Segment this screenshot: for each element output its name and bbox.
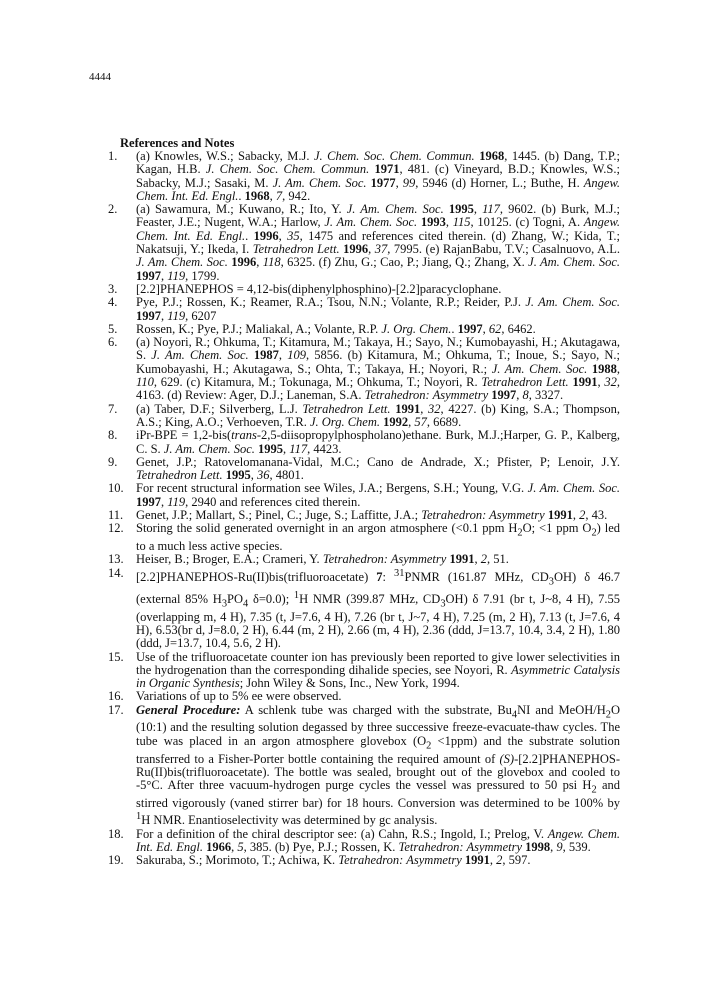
page-number: 4444 bbox=[89, 71, 111, 83]
reference-number: 3. bbox=[108, 281, 118, 296]
reference-item bbox=[108, 150, 620, 203]
reference-number: 1. bbox=[108, 149, 118, 163]
reference-item bbox=[108, 553, 620, 566]
reference-text: Genet, J.P.; Ratovelomanana-Vidal, M.C.; Cano de Andrade, X.; Pfister, P; Lenoir, J.Y. Tetrahedron Lett. 1995, 36, 4801. bbox=[136, 454, 620, 483]
reference-text: [2.2]PHANEPHOS-Ru(II)bis(trifluoroacetate) 7: $^{31}$PNMR (161.87 MHz, $CD_3OH$) δ 46.7 (external 85% $H_3PO_4$ δ=0.0); $^1$H NMR (399.87 MHz, $CD_3OH$) δ 7.91 (br t, J~8, 4 H), 7.55 (overlapping m, 4 H), 7.35 (t, J=7.6, 4 H), 7.26 (br t, J~7, 4 H), 7.25 (m, 2 H), 7.13 (t, J=7.6, 4 H), 6.53(br d, J=8.0, 2 H), 6.44 (m, 2 H), 2.66 (m, 4 H), 2.36 (ddd, J=13.7, 10.4, 3.4, 2 H), 1.80 (ddd, J=13.7, 10.4, 5.6, 2 H). bbox=[136, 567, 621, 651]
reference-text: (a) Taber, D.F.; Silverberg, L.J. Tetrahedron Lett. 1991, 32, 4227. (b) King, S.A.; Thompson, A.S.; King, A.O.; Verhoeven, T.R. J. Org. Chem. 1992, 57, 6689. bbox=[136, 401, 620, 429]
reference-text: Pye, P.J.; Rossen, K.; Reamer, R.A.; Tsou, N.N.; Volante, R.P.; Reider, P.J. J. Am. Chem. Soc. 1997, 119, 6207 bbox=[136, 295, 620, 323]
reference-item bbox=[108, 567, 620, 651]
reference-number: 13. bbox=[108, 552, 124, 567]
reference-text: Sakuraba, S.; Morimoto, T.; Achiwa, K. Tetrahedron: Asymmetry 1991, 2, 597. bbox=[136, 853, 531, 868]
reference-item bbox=[108, 203, 620, 283]
reference-text: (a) Knowles, W.S.; Sabacky, M.J. J. Chem. Soc. Chem. Commun. 1968, 1445. (b) Dang, T.P.; Kagan, H.B. J. Chem. Soc. Chem. Commun. 1971, 481. (c) Vineyard, B.D.; Knowles, W.S.; Sabacky, M.J.; Sasaki, M. J. Am. Chem. Soc. 1977, 99, 5946 (d) Horner, L.; Buthe, H. Angew. Chem. Int. Ed. Engl.. 1968, 7, 942. bbox=[136, 149, 621, 203]
reference-text: For recent structural information see Wiles, J.A.; Bergens, S.H.; Young, V.G. J. Am. Chem. Soc. 1997, 119, 2940 and references cited therein. bbox=[136, 481, 620, 509]
reference-item bbox=[108, 403, 620, 430]
reference-list bbox=[108, 150, 620, 868]
reference-text: [2.2]PHANEPHOS = 4,12-bis(diphenylphosphino)-[2.2]paracyclophane. bbox=[136, 281, 502, 296]
reference-item bbox=[108, 690, 620, 703]
reference-text: Heiser, B.; Broger, E.A.; Crameri, Y. Tetrahedron: Asymmetry 1991, 2, 51. bbox=[136, 552, 509, 567]
references-section bbox=[108, 136, 620, 868]
reference-item bbox=[108, 336, 620, 402]
references-heading: References and Notes bbox=[120, 136, 235, 150]
reference-text: Rossen, K.; Pye, P.J.; Maliakal, A.; Volante, R.P. J. Org. Chem.. 1997, 62, 6462. bbox=[136, 321, 536, 336]
reference-item bbox=[108, 283, 620, 296]
reference-number: 16. bbox=[108, 689, 124, 704]
reference-item bbox=[108, 828, 620, 855]
reference-number: 2. bbox=[108, 202, 118, 217]
reference-number: 15. bbox=[108, 649, 124, 664]
reference-item bbox=[108, 296, 620, 323]
reference-text: For a definition of the chiral descriptor see: (a) Cahn, R.S.; Ingold, I.; Prelog, V. Angew. Chem. Int. Ed. Engl. 1966, 5, 385. (b) Pye, P.J.; Rossen, K. Tetrahedron: Asymmetry 1998, 9, 539. bbox=[136, 826, 621, 855]
reference-text: Genet, J.P.; Mallart, S.; Pinel, C.; Juge, S.; Laffitte, J.A.; Tetrahedron: Asymmetry 1991, 2, 43. bbox=[136, 508, 608, 523]
reference-text: General Procedure: A schlenk tube was charged with the substrate, $Bu_4NI$ and MeOH/$H_2O$ (10:1) and the resulting solution degassed by three successive freeze-evacuate-thaw cycles. The tube was placed in an argon atmosphere glovebox $(O_2 <1ppm)$ and the substrate solution transferred to a Fisher-Porter bottle containing the required amount of (S)-[2.2]PHANEPHOS-Ru(II)bis(trifluoroacetate). The bottle was sealed, brought out of the glovebox and cooled to -5°C. After three vacuum-hydrogen purge cycles the vessel was pressured to 50 psi $H_2$ and stirred vigorously (vaned stirrer bar) for 18 hours. Conversion was determined to be 100% by $^1$H NMR. Enantioselectivity was determined by gc analysis. bbox=[136, 702, 620, 828]
reference-number: 19. bbox=[108, 853, 124, 868]
reference-number: 18. bbox=[108, 826, 124, 841]
reference-number: 9. bbox=[108, 454, 118, 469]
reference-number: 8. bbox=[108, 428, 118, 443]
reference-text: (a) Noyori, R.; Ohkuma, T.; Kitamura, M.; Takaya, H.; Sayo, N.; Kumobayashi, H.; Akutagawa, S. J. Am. Chem. Soc. 1987, 109, 5856. (b) Kitamura, M.; Ohkuma, T.; Inoue, S.; Sayo, N.; Kumobayashi, H.; Akutagawa, S.; Ohta, T.; Takaya, H.; Noyori, R.; J. Am. Chem. Soc. 1988, 110, 629. (c) Kitamura, M.; Tokunaga, M.; Ohkuma, T.; Noyori, R. Tetrahedron Lett. 1991, 32, 4163. (d) Review: Ager, D.J.; Laneman, S.A. Tetrahedron: Asymmetry 1997, 8, 3327. bbox=[136, 335, 621, 403]
reference-number: 11. bbox=[108, 508, 124, 523]
reference-item bbox=[108, 482, 620, 509]
reference-text: iPr-BPE = 1,2-bis(trans-2,5-diisopropylphospholano)ethane. Burk, M.J.;Harper, G. P., Kalberg, C. S. J. Am. Chem. Soc. 1995, 117, 4423. bbox=[136, 428, 620, 456]
reference-text: Use of the trifluoroacetate counter ion has previously been reported to give lower selectivities in the hydrogenation than the corresponding dihalide species, see Noyori, R. Asymmetric Catalysis in Organic Synthesis; John Wiley & Sons, Inc., New York, 1994. bbox=[136, 649, 620, 691]
reference-number: 4. bbox=[108, 295, 118, 310]
reference-number: 14. bbox=[108, 565, 124, 580]
reference-number: 10. bbox=[108, 481, 124, 496]
reference-number: 6. bbox=[108, 335, 118, 350]
reference-number: 17. bbox=[108, 702, 124, 717]
reference-text: Variations of up to 5% ee were observed. bbox=[136, 689, 342, 704]
reference-item bbox=[108, 651, 620, 691]
reference-item bbox=[108, 704, 620, 828]
reference-number: 5. bbox=[108, 321, 118, 336]
reference-item bbox=[108, 323, 620, 336]
reference-number: 7. bbox=[108, 401, 118, 416]
reference-item bbox=[108, 522, 620, 553]
reference-item bbox=[108, 429, 620, 456]
reference-item bbox=[108, 854, 620, 867]
reference-text: Storing the solid generated overnight in an argon atmosphere (<0.1 ppm $H_2O$; <1 ppm $O_2$) led to a much less active species. bbox=[136, 521, 620, 554]
reference-text: (a) Sawamura, M.; Kuwano, R.; Ito, Y. J. Am. Chem. Soc. 1995, 117, 9602. (b) Burk, M.J.; Feaster, J.E.; Nugent, W.A.; Harlow, J. Am. Chem. Soc. 1993, 115, 10125. (c) Togni, A. Angew. Chem. Int. Ed. Engl.. 1996, 35, 1475 and references cited therein. (d) Zhang, W.; Kida, T.; Nakatsuji, Y.; Ikeda, I. Tetrahedron Lett. 1996, 37, 7995. (e) RajanBabu, T.V.; Casalnuovo, A.L. J. Am. Chem. Soc. 1996, 118, 6325. (f) Zhu, G.; Cao, P.; Jiang, Q.; Zhang, X. J. Am. Chem. Soc. 1997, 119, 1799. bbox=[136, 202, 621, 283]
reference-item bbox=[108, 456, 620, 483]
reference-item bbox=[108, 509, 620, 522]
reference-number: 12. bbox=[108, 521, 124, 536]
